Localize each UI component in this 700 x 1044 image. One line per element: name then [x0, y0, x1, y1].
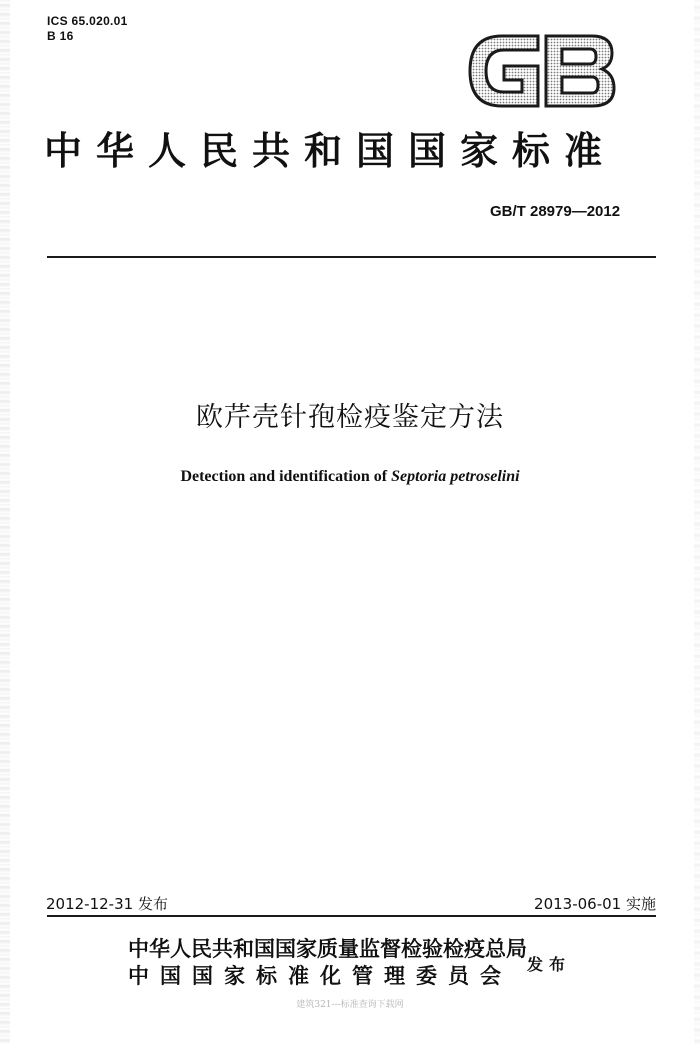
classification-codes [47, 14, 128, 44]
issuing-authorities [128, 935, 527, 989]
watermark: 建筑321---标准查询下载网 [296, 1000, 404, 1010]
title-en-species: Septoria petroselini [391, 468, 520, 485]
document-title-cn: 欧芹壳针孢检疫鉴定方法 [196, 402, 504, 433]
standard-number: GB/T 28979—2012 [490, 203, 621, 220]
title-en-prefix: Detection and identification of [180, 468, 392, 485]
footer-divider [47, 915, 656, 917]
issuer-aqsiq: 中华人民共和国国家质量监督检验检疫总局 [128, 936, 527, 961]
ics-code: ICS 65.020.01 [47, 14, 128, 28]
ccs-code: B 16 [47, 29, 74, 43]
issue-date: 2012-12-31 发布 [46, 895, 168, 913]
gb-logo [466, 32, 616, 110]
publish-label: 发布 [527, 955, 572, 974]
scan-edge-left [0, 0, 10, 1044]
issuer-sac: 中国国家标准化管理委员会 [128, 963, 512, 988]
header-divider [47, 256, 656, 258]
national-standard-title: 中华人民共和国国家标准 [44, 128, 617, 173]
implementation-date: 2013-06-01 实施 [534, 895, 656, 913]
scan-edge-right [694, 0, 700, 1044]
document-title-en [0, 468, 700, 486]
